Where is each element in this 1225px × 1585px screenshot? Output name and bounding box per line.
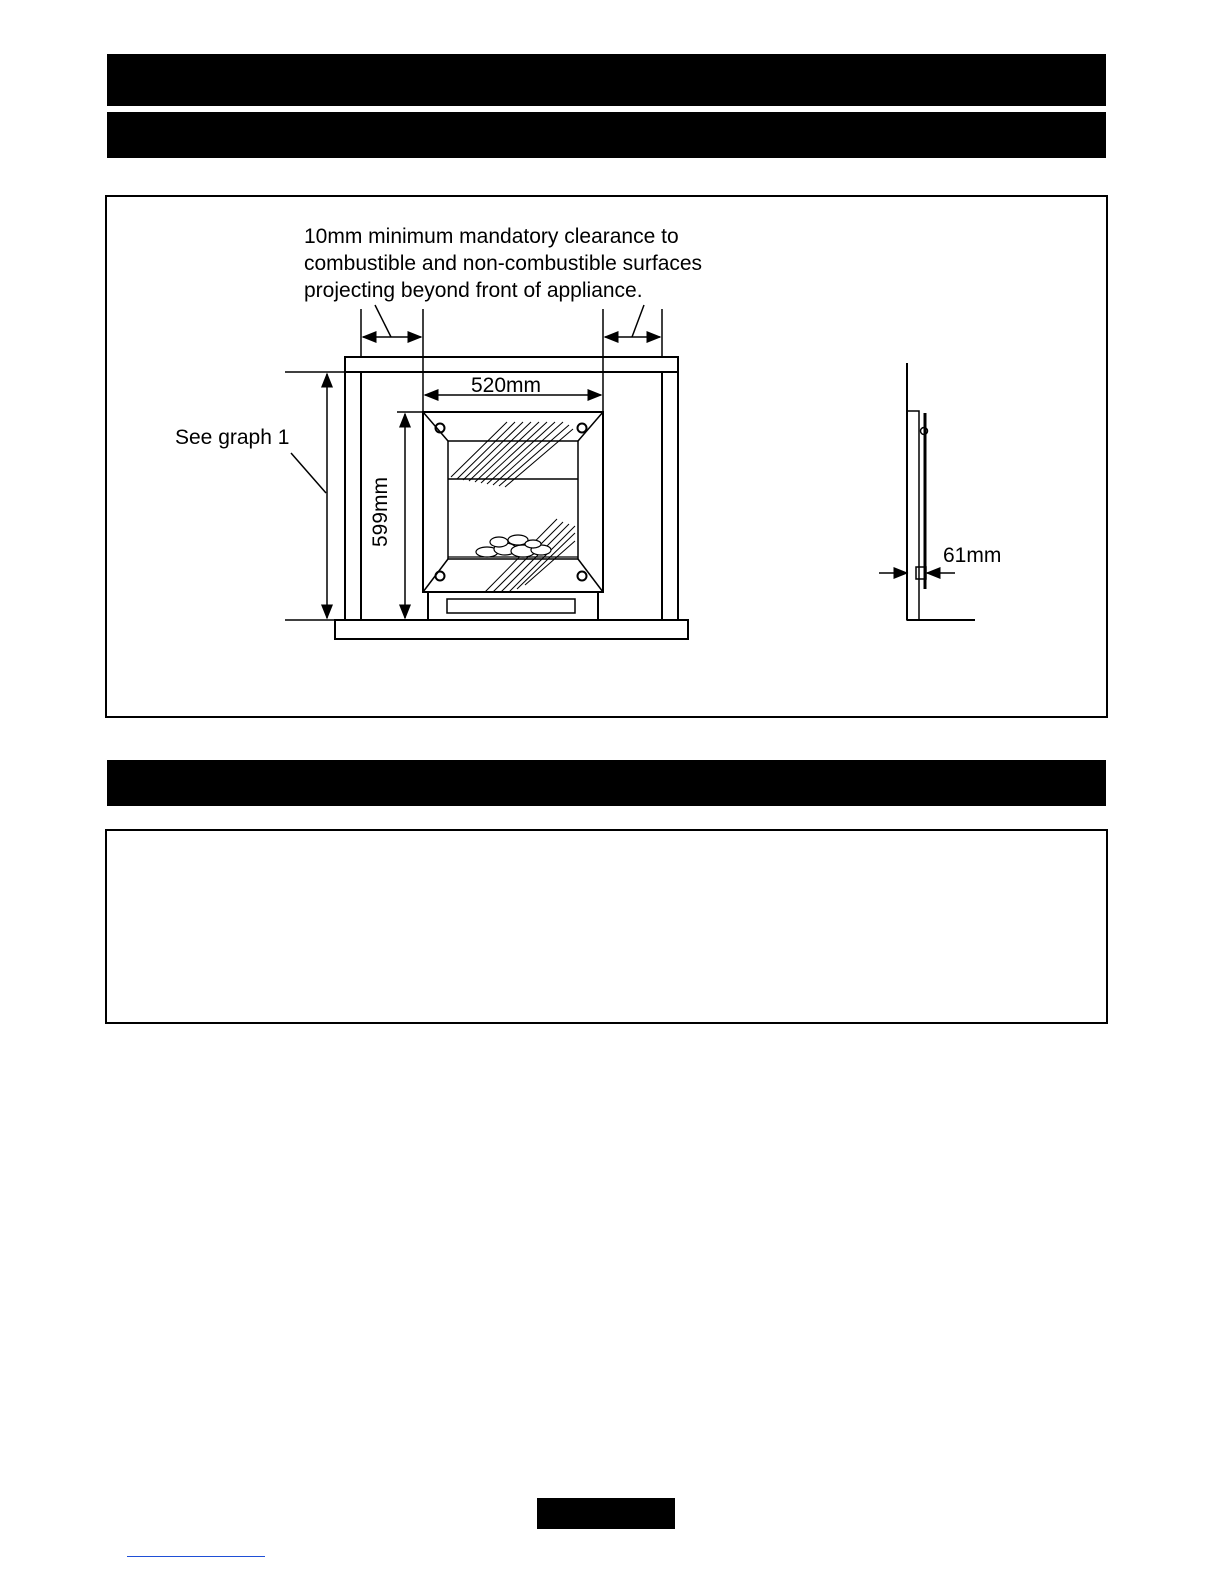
glass-hatching (451, 422, 575, 592)
fireplace-diagram (107, 197, 1106, 716)
header-title-bar (107, 54, 1106, 106)
clearance-note-line-1: 10mm minimum mandatory clearance to (304, 225, 679, 248)
header-subtitle-bar (107, 112, 1106, 158)
diagram-panel (105, 195, 1108, 718)
width-label: 520mm (471, 374, 542, 397)
overall-height-dimension (285, 372, 345, 620)
side-view (879, 363, 975, 620)
clearance-note-line-2: combustible and non-combustible surfaces (304, 252, 703, 275)
fire-insert (423, 412, 603, 620)
clearance-dimensions (361, 305, 662, 417)
page-number-box (537, 1498, 675, 1529)
clearance-note-line-3: projecting beyond front of appliance. (304, 279, 643, 302)
section-body-panel (105, 829, 1108, 1024)
fuel-bed-coals (476, 535, 551, 557)
section-title-bar (107, 760, 1106, 806)
graph-ref-label: See graph 1 (175, 426, 290, 449)
depth-label: 61mm (943, 544, 1002, 567)
height-label: 599mm (369, 476, 392, 547)
footer-link-rule (127, 1556, 265, 1557)
height-dimension (397, 412, 423, 618)
